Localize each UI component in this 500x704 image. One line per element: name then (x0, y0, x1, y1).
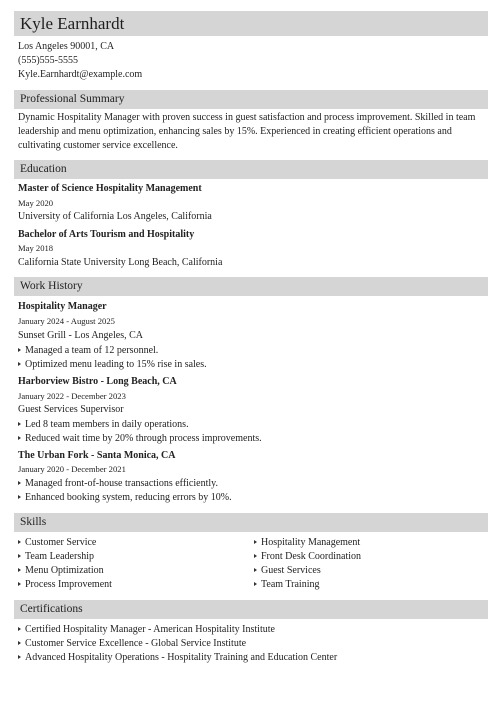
list-item: Managed a team of 12 personnel. (18, 345, 158, 356)
job-dates: January 2022 - December 2023 (18, 391, 126, 401)
certification-item: Advanced Hospitality Operations - Hospitality Training and Education Center (18, 652, 337, 663)
job-employer: Sunset Grill - Los Angeles, CA (18, 330, 143, 341)
skill-item: Process Improvement (18, 579, 112, 590)
bullet-icon (18, 362, 21, 366)
bullet-icon (18, 568, 21, 572)
bullet-icon (18, 422, 21, 426)
bullet-icon (18, 495, 21, 499)
list-item: Reduced wait time by 20% through process improvements. (18, 433, 262, 444)
education-date: May 2020 (18, 198, 54, 208)
certifications-heading: Certifications (14, 600, 488, 619)
education-date: May 2018 (18, 243, 54, 253)
bullet-icon (18, 436, 21, 440)
education-heading: Education (14, 160, 488, 179)
education-school: University of California Los Angeles, California (18, 211, 212, 222)
skill-item: Team Leadership (18, 551, 94, 562)
candidate-name: Kyle Earnhardt (14, 11, 488, 36)
job-title: Harborview Bistro - Long Beach, CA (18, 376, 177, 387)
email: Kyle.Earnhardt@example.com (18, 69, 143, 80)
skill-item: Customer Service (18, 537, 96, 548)
job-role: Guest Services Supervisor (18, 404, 124, 415)
bullet-icon (18, 627, 21, 631)
bullet-icon (18, 481, 21, 485)
bullet-icon (254, 554, 257, 558)
list-item: Managed front-of-house transactions efficiently. (18, 478, 218, 489)
job-dates: January 2020 - December 2021 (18, 464, 126, 474)
skill-item: Front Desk Coordination (254, 551, 361, 562)
summary-heading: Professional Summary (14, 90, 488, 109)
job-title: The Urban Fork - Santa Monica, CA (18, 450, 176, 461)
skill-item: Team Training (254, 579, 319, 590)
education-degree: Master of Science Hospitality Management (18, 183, 202, 194)
certification-item: Customer Service Excellence - Global Service Institute (18, 638, 246, 649)
bullet-icon (18, 655, 21, 659)
bullet-icon (18, 348, 21, 352)
bullet-icon (254, 568, 257, 572)
list-item: Led 8 team members in daily operations. (18, 419, 189, 430)
bullet-icon (18, 540, 21, 544)
job-title: Hospitality Manager (18, 301, 107, 312)
skill-item: Guest Services (254, 565, 321, 576)
job-dates: January 2024 - August 2025 (18, 316, 115, 326)
skill-item: Hospitality Management (254, 537, 360, 548)
phone: (555)555-5555 (18, 55, 78, 66)
bullet-icon (18, 554, 21, 558)
skills-heading: Skills (14, 513, 488, 532)
education-degree: Bachelor of Arts Tourism and Hospitality (18, 229, 195, 240)
certification-item: Certified Hospitality Manager - American Hospitality Institute (18, 624, 275, 635)
education-school: California State University Long Beach, California (18, 257, 223, 268)
list-item: Enhanced booking system, reducing errors by 10%. (18, 492, 232, 503)
address: Los Angeles 90001, CA (18, 41, 115, 52)
bullet-icon (254, 540, 257, 544)
bullet-icon (254, 582, 257, 586)
skill-item: Menu Optimization (18, 565, 104, 576)
summary-text: Dynamic Hospitality Manager with proven success in guest satisfaction and process improvement. Skilled in team leadership and menu optimization, enhancing sales by 15%. Experienced in creating efficient operations and cultivating customer service excellence. (18, 112, 476, 152)
work-heading: Work History (14, 277, 488, 296)
bullet-icon (18, 641, 21, 645)
list-item: Optimized menu leading to 15% rise in sales. (18, 359, 207, 370)
bullet-icon (18, 582, 21, 586)
